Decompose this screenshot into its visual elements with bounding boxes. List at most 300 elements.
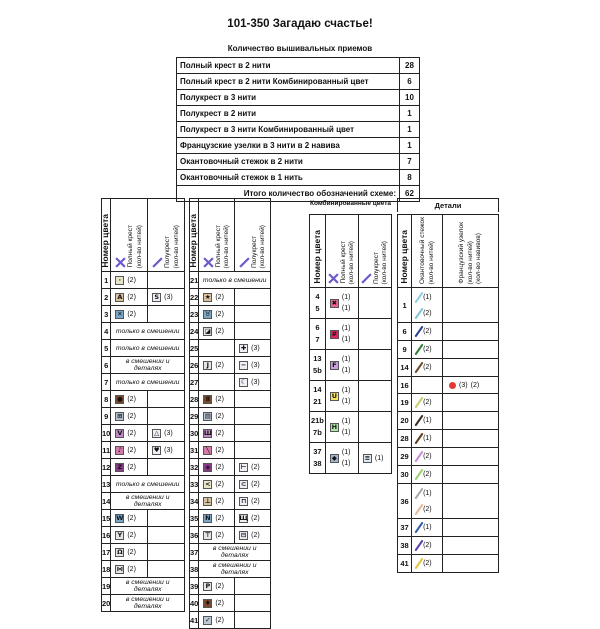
table-row — [190, 561, 271, 578]
header-knot — [443, 215, 499, 288]
thread-count: (2) — [215, 514, 224, 522]
combined-colors-table — [309, 214, 392, 474]
thread-count: (3) — [251, 344, 260, 352]
thread-count: (2) — [215, 429, 224, 437]
color-number-a: 21b — [310, 416, 324, 425]
half-cross-cell — [235, 578, 271, 595]
usage-note: в смешении и деталях — [111, 493, 185, 510]
summary-label: Полукрест в 3 нити — [177, 90, 400, 106]
thread-count: (2) — [423, 542, 432, 549]
details-row — [398, 484, 499, 519]
knot-cell — [443, 412, 499, 430]
half-cross-icon — [239, 257, 250, 268]
thread-count: (2) — [127, 514, 136, 522]
half-cross-cell — [358, 288, 391, 319]
color-number: 31 — [190, 442, 199, 459]
table-row — [102, 442, 185, 459]
symbol-icon: ◆ — [331, 453, 337, 462]
column-header-text: Номер цвета — [188, 214, 199, 268]
symbol-icon: ⊤ — [204, 530, 211, 539]
column-header-text: (кол-во нитей) — [381, 240, 389, 284]
half-cross-cell — [148, 306, 185, 323]
color-number-b: 5 — [315, 304, 320, 313]
column-header-text: Номер цвета — [398, 230, 409, 284]
column-header-text: (кол-во навивов) — [475, 233, 483, 284]
color-number: 41 — [190, 612, 199, 629]
color-number: 27 — [190, 374, 199, 391]
half-cross-cell — [235, 289, 271, 306]
details-row — [398, 537, 499, 555]
usage-note: только в смешении — [111, 476, 185, 493]
color-number — [310, 412, 326, 443]
half-cross-cell — [358, 319, 391, 350]
column-header-text: (кол-во нитей) — [223, 224, 231, 268]
thread-count: (1) — [341, 294, 351, 301]
symbol-icon: Ш — [203, 428, 212, 437]
symbol-icon: △ — [154, 428, 160, 437]
usage-note: только в смешении — [199, 272, 271, 289]
symbol-icon: − — [240, 360, 247, 369]
table-row — [102, 340, 185, 357]
combined-row — [310, 288, 392, 319]
half-cross-cell — [148, 544, 185, 561]
stitch-cell — [412, 519, 443, 537]
summary-value: 1 — [400, 106, 420, 122]
full-cross-cell — [199, 323, 235, 340]
header-full-cross — [111, 199, 148, 272]
summary-label: Полный крест в 2 нити Комбинированный цвет — [177, 74, 400, 90]
symbol-icon: < — [205, 479, 211, 488]
table-row — [190, 408, 271, 425]
header-stitch — [412, 215, 443, 288]
details-row — [398, 359, 499, 377]
combined-row — [310, 319, 392, 350]
knot-cell — [443, 430, 499, 448]
thread-count: (2) — [423, 399, 432, 406]
header-half-cross — [235, 199, 271, 272]
symbol-icon: ● — [117, 394, 123, 403]
usage-note: только в смешении — [111, 374, 185, 391]
symbol-icon: ╲ — [203, 446, 212, 455]
thread-count: (2) — [127, 548, 136, 556]
column-header-text: Полукрест — [164, 236, 172, 268]
table-row — [102, 578, 185, 595]
color-number: 17 — [102, 544, 111, 561]
full-cross-cell — [199, 527, 235, 544]
color-number: 10 — [102, 425, 111, 442]
full-cross-cell — [199, 357, 235, 374]
symbol-icon: W — [116, 513, 124, 522]
knot-cell — [443, 484, 499, 519]
half-cross-cell — [148, 442, 185, 459]
header-color-number — [398, 215, 412, 288]
symbol-icon: ⊂ — [240, 479, 247, 488]
color-number — [310, 288, 326, 319]
full-cross-cell — [111, 510, 148, 527]
summary-row — [177, 170, 420, 186]
thread-count: (2) — [215, 616, 224, 624]
color-number: 33 — [190, 476, 199, 493]
color-number: 2 — [102, 289, 111, 306]
table-row — [102, 272, 185, 289]
table-row — [102, 510, 185, 527]
thread-count: (1) — [374, 454, 384, 462]
column-header-text: Полукрест — [250, 236, 258, 268]
thread-count: (2) — [215, 480, 224, 488]
thread-count: (3) — [164, 293, 173, 301]
full-cross-cell — [325, 350, 358, 381]
half-cross-cell — [358, 350, 391, 381]
color-number: 16 — [398, 377, 412, 394]
column-header-text: (кол-во нитей) — [172, 224, 180, 268]
table-row — [102, 527, 185, 544]
full-cross-cell — [111, 408, 148, 425]
details-row — [398, 323, 499, 341]
symbol-icon: ▤ — [204, 411, 211, 420]
symbol-icon: ◈ — [205, 462, 211, 471]
table-header-row — [310, 215, 392, 288]
color-number: 18 — [102, 561, 111, 578]
color-number: 37 — [190, 544, 199, 561]
usage-note: только в смешении — [111, 340, 185, 357]
combined-colors-title: Комбинированные цвета — [309, 200, 392, 207]
symbol-icon: · — [115, 276, 124, 285]
thread-count: (2) — [215, 446, 224, 454]
symbol-icon: ✚ — [240, 343, 247, 352]
half-cross-icon — [152, 257, 163, 268]
thread-count: (1) — [341, 367, 351, 374]
color-number: 19 — [398, 394, 412, 412]
symbol-icon: J — [203, 361, 212, 370]
table-row — [190, 289, 271, 306]
summary-value: 1 — [400, 138, 420, 154]
details-row — [398, 377, 499, 394]
summary-heading: Количество вышивальных приемов — [227, 44, 373, 53]
symbol-icon: V — [117, 428, 123, 437]
color-number: 35 — [190, 510, 199, 527]
summary-value: 10 — [400, 90, 420, 106]
table-row — [102, 544, 185, 561]
half-cross-cell — [358, 412, 391, 443]
thread-count: (2) — [251, 497, 260, 505]
symbol-icon: ✕ — [117, 309, 123, 318]
symbol-icon: ♪ — [115, 446, 124, 455]
full-cross-cell — [199, 374, 235, 391]
thread-count: (2) — [215, 327, 224, 335]
color-number — [310, 443, 326, 474]
stitch-cell — [412, 537, 443, 555]
symbol-icon: ★ — [204, 292, 211, 301]
table-row — [190, 544, 271, 561]
full-cross-cell — [325, 443, 358, 474]
thread-count: (2) — [215, 361, 224, 369]
thread-count: (1) — [423, 435, 432, 442]
thread-count: (2) — [127, 463, 136, 471]
full-cross-cell — [111, 272, 148, 289]
thread-count: (1) — [341, 429, 351, 436]
symbol-icon: N — [205, 513, 211, 522]
color-number: 36 — [398, 484, 412, 519]
color-number: 38 — [398, 537, 412, 555]
stitch-cell — [412, 430, 443, 448]
knot-cell — [443, 323, 499, 341]
thread-count: (1) — [341, 387, 351, 394]
color-number: 16 — [102, 527, 111, 544]
stitch-cell — [412, 323, 443, 341]
symbol-icon: Ⅱ — [203, 395, 212, 404]
color-number: 32 — [190, 459, 199, 476]
full-cross-cell — [111, 544, 148, 561]
table-row — [190, 476, 271, 493]
thread-count: (1) — [341, 418, 351, 425]
table-row — [190, 527, 271, 544]
header-color-number — [190, 199, 199, 272]
stitch-cell — [412, 466, 443, 484]
symbol-icon: Y — [115, 531, 124, 540]
full-cross-cell — [199, 493, 235, 510]
full-cross-icon — [328, 273, 339, 284]
thread-count: (2) — [127, 531, 136, 539]
table-row — [190, 493, 271, 510]
summary-row — [177, 138, 420, 154]
thread-count: (3) — [164, 446, 173, 454]
half-cross-cell — [235, 391, 271, 408]
thread-count: (2) — [215, 599, 224, 607]
legend-table-1 — [101, 198, 185, 612]
full-cross-cell — [111, 442, 148, 459]
table-row — [190, 425, 271, 442]
knot-cell — [443, 466, 499, 484]
color-number: 15 — [102, 510, 111, 527]
column-header-text: Полный крест — [339, 241, 347, 284]
symbol-icon: H — [331, 422, 338, 431]
column-header-text: (кол-во нитей) — [135, 224, 143, 268]
color-number: 29 — [190, 408, 199, 425]
thread-count: (2) — [423, 453, 432, 460]
thread-count: (1) — [423, 293, 432, 301]
column-header-text: (кол-во нитей) — [259, 224, 267, 268]
color-number — [310, 350, 326, 381]
knot-cell — [443, 537, 499, 555]
thread-count: (2) — [215, 395, 224, 403]
stitch-cell — [412, 359, 443, 377]
color-number-b: 38 — [313, 459, 322, 468]
thread-count: (1) — [341, 305, 351, 312]
symbol-icon: ≡ — [364, 453, 371, 462]
full-cross-cell — [111, 561, 148, 578]
thread-count: (1) — [341, 398, 351, 405]
summary-value: 1 — [400, 122, 420, 138]
column-header-text: Окантовочный стежок — [419, 216, 427, 284]
full-cross-cell — [199, 476, 235, 493]
thread-count: (2) — [127, 565, 136, 573]
color-number: 11 — [102, 442, 111, 459]
half-cross-cell — [235, 527, 271, 544]
thread-count: (2) — [215, 531, 224, 539]
color-number: 5 — [102, 340, 111, 357]
summary-total-value: 62 — [400, 186, 420, 202]
symbol-icon: ✖ — [331, 298, 338, 307]
half-cross-cell — [235, 476, 271, 493]
thread-count: (2) — [127, 276, 136, 284]
color-number: 20 — [102, 595, 111, 612]
thread-count: (2) — [423, 471, 432, 478]
table-row — [102, 357, 185, 374]
full-cross-cell — [199, 391, 235, 408]
half-cross-cell — [235, 408, 271, 425]
thread-count: (2) — [423, 505, 432, 513]
color-number: 38 — [190, 561, 199, 578]
knot-cell — [443, 519, 499, 537]
color-number-a: 6 — [315, 323, 320, 332]
symbol-icon: Щ — [239, 513, 248, 522]
half-cross-cell — [235, 510, 271, 527]
summary-row — [177, 154, 420, 170]
summary-label: Полукрест в 3 нити Комбинированный цвет — [177, 122, 400, 138]
column-header-text: Полный крест — [127, 225, 135, 268]
column-header-text: (кол-во нитей) — [348, 240, 356, 284]
table-row — [102, 493, 185, 510]
symbol-icon: # — [331, 329, 338, 338]
details-row — [398, 519, 499, 537]
details-row — [398, 430, 499, 448]
color-number: 29 — [398, 448, 412, 466]
color-number: 24 — [190, 323, 199, 340]
table-row — [102, 306, 185, 323]
summary-row — [177, 74, 420, 90]
symbol-icon: Z — [115, 463, 124, 472]
color-number: 1 — [398, 288, 412, 323]
full-cross-cell — [325, 412, 358, 443]
thread-count: (3) — [164, 429, 173, 437]
details-row — [398, 448, 499, 466]
table-row — [190, 459, 271, 476]
thread-count: (2) — [127, 412, 136, 420]
symbol-icon: ♉ — [204, 309, 211, 318]
half-cross-cell — [235, 595, 271, 612]
knot-cell — [443, 341, 499, 359]
half-cross-cell — [235, 425, 271, 442]
half-cross-cell — [148, 561, 185, 578]
color-number: 28 — [190, 391, 199, 408]
knot-cell — [443, 394, 499, 412]
thread-count: (1) — [423, 489, 432, 497]
usage-note: в смешении и деталях — [111, 595, 185, 612]
thread-count: (3) — [251, 361, 260, 369]
header-full-cross — [325, 215, 358, 288]
details-title: Детали — [397, 198, 499, 212]
table-row — [102, 425, 185, 442]
symbol-icon: A — [117, 292, 123, 301]
summary-label: Полный крест в 2 нити — [177, 58, 400, 74]
full-cross-cell — [199, 306, 235, 323]
symbol-icon: ♦ — [204, 598, 211, 607]
wrap-count: (2) — [470, 381, 480, 389]
color-number: 40 — [190, 595, 199, 612]
color-number: 3 — [102, 306, 111, 323]
half-cross-cell — [148, 408, 185, 425]
summary-value: 28 — [400, 58, 420, 74]
half-cross-cell — [148, 272, 185, 289]
color-number: 14 — [398, 359, 412, 377]
full-cross-cell — [325, 381, 358, 412]
thread-count: (2) — [127, 293, 136, 301]
half-cross-cell — [235, 459, 271, 476]
color-number: 21 — [190, 272, 199, 289]
half-cross-icon — [361, 273, 372, 284]
color-number — [310, 319, 326, 350]
thread-count: (1) — [341, 460, 351, 467]
full-cross-cell — [199, 578, 235, 595]
thread-count: (2) — [215, 582, 224, 590]
thread-count: (2) — [127, 429, 136, 437]
thread-count: (2) — [127, 310, 136, 318]
column-header-text: (кол-во нитей) — [466, 240, 474, 284]
stitch-cell — [412, 341, 443, 359]
french-knot-icon — [449, 382, 456, 389]
column-header-text: Номер цвета — [311, 230, 322, 284]
table-row — [102, 595, 185, 612]
stitch-cell — [412, 377, 443, 394]
full-cross-cell — [199, 408, 235, 425]
full-cross-cell — [199, 340, 235, 357]
color-number: 8 — [102, 391, 111, 408]
symbol-icon: Ω — [117, 547, 123, 556]
color-number: 39 — [190, 578, 199, 595]
thread-count: (2) — [423, 346, 432, 353]
color-number: 6 — [102, 357, 111, 374]
header-full-cross — [199, 199, 235, 272]
symbol-icon: F — [330, 361, 339, 370]
symbol-icon: ☾ — [240, 377, 247, 386]
color-number: 9 — [398, 341, 412, 359]
color-number-b: 21 — [313, 397, 322, 406]
column-header-text: (кол-во нитей) — [427, 240, 435, 284]
column-header-text: Полукрест — [372, 252, 380, 284]
usage-note: в смешении и деталях — [199, 561, 271, 578]
color-number: 36 — [190, 527, 199, 544]
full-cross-cell — [199, 425, 235, 442]
summary-row — [177, 90, 420, 106]
color-number: 30 — [398, 466, 412, 484]
full-cross-cell — [199, 510, 235, 527]
thread-count: (2) — [215, 463, 224, 471]
table-header-row — [190, 199, 271, 272]
symbol-icon: U — [331, 391, 338, 400]
table-row — [190, 510, 271, 527]
summary-label: Полукрест в 2 нити — [177, 106, 400, 122]
full-cross-cell — [199, 442, 235, 459]
full-cross-cell — [199, 612, 235, 629]
table-row — [190, 578, 271, 595]
summary-value: 7 — [400, 154, 420, 170]
thread-count: (3) — [251, 378, 260, 386]
stitch-cell — [412, 555, 443, 573]
combined-row — [310, 350, 392, 381]
half-cross-cell — [235, 340, 271, 357]
legend-table-2 — [189, 198, 271, 629]
symbol-icon: ⊥ — [204, 496, 211, 505]
color-number: 1 — [102, 272, 111, 289]
stitch-cell — [412, 394, 443, 412]
half-cross-cell — [358, 381, 391, 412]
color-number-b: 5b — [313, 366, 322, 375]
usage-note: в смешении и деталях — [111, 578, 185, 595]
symbol-icon: ⊓ — [241, 496, 247, 505]
full-cross-cell — [111, 306, 148, 323]
table-row — [190, 612, 271, 629]
color-number: 23 — [190, 306, 199, 323]
